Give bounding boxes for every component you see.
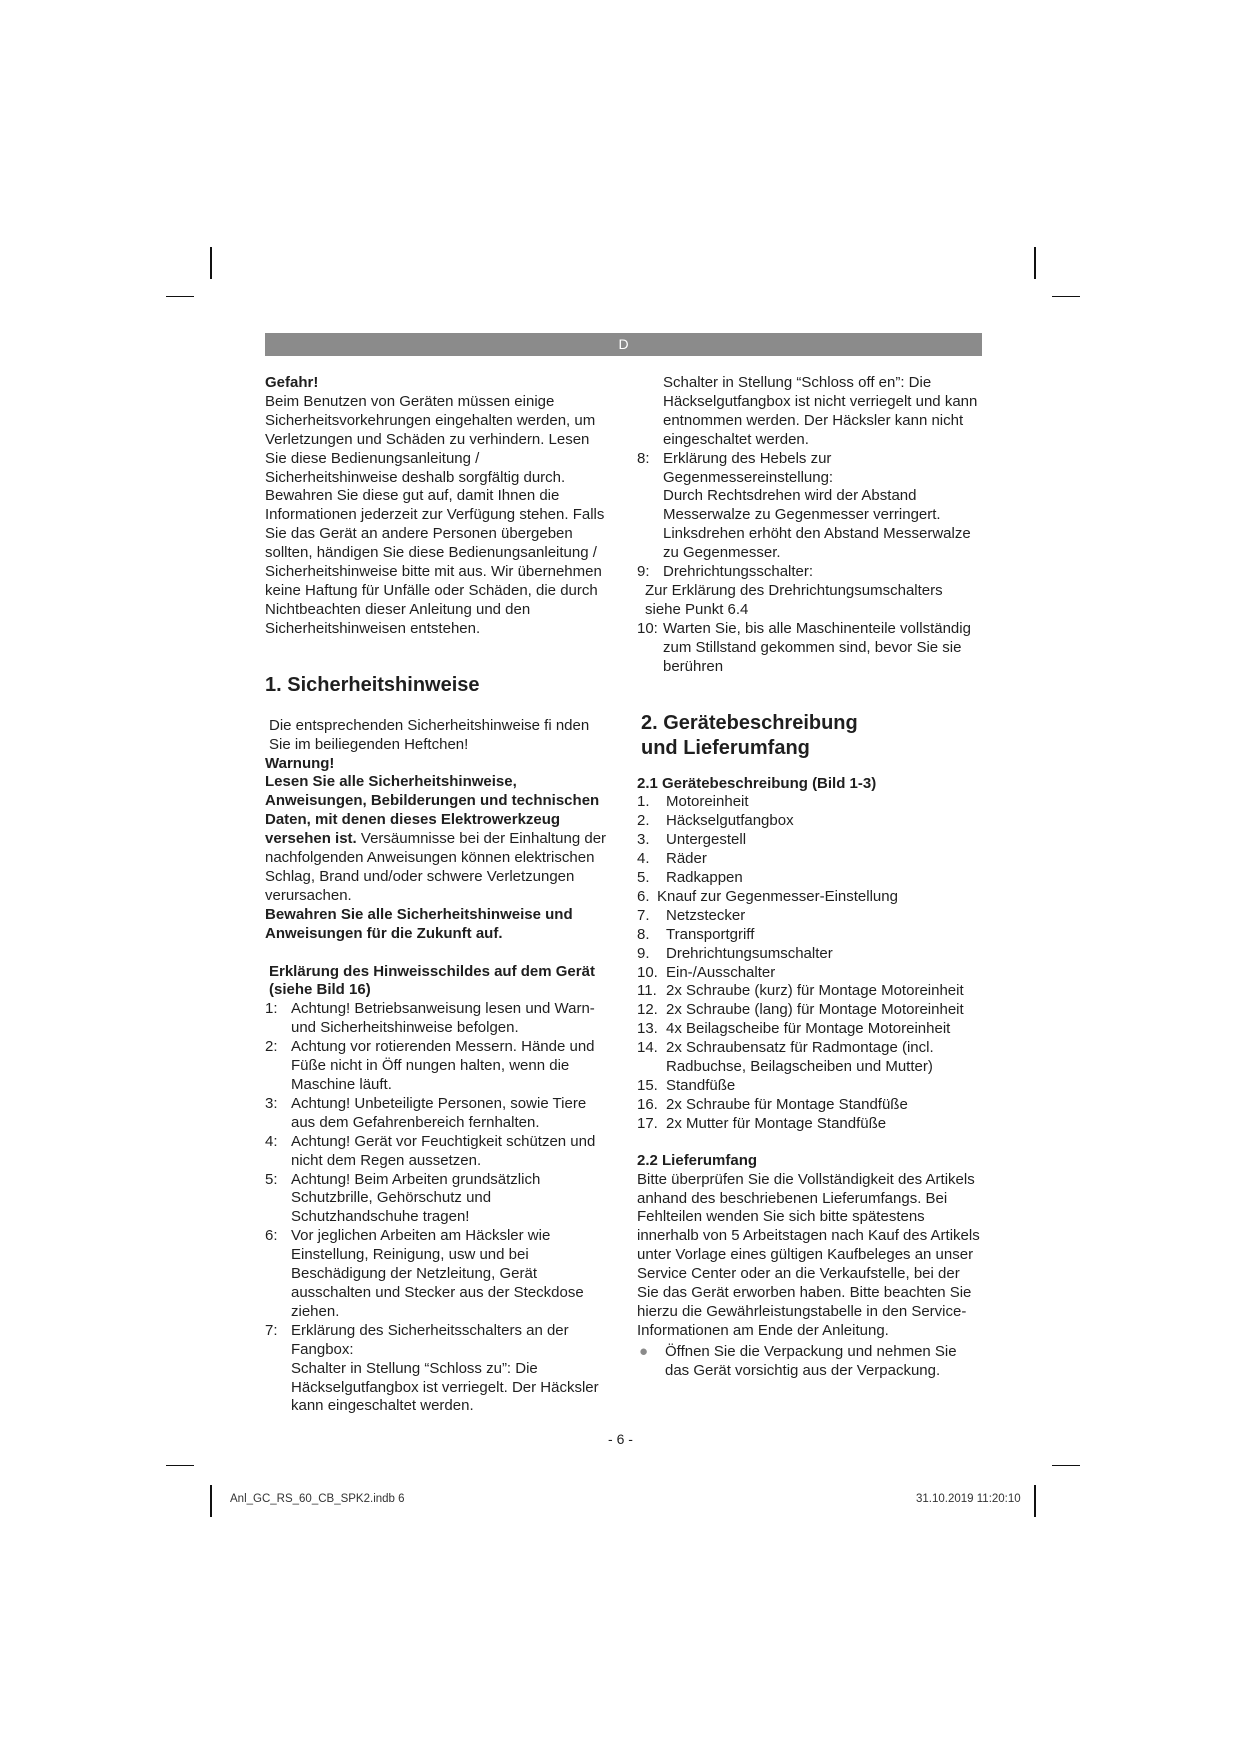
list-item-number: 2: [265,1038,278,1056]
left-column [265,374,613,1416]
list-item [637,926,982,945]
list-item-number: 4: [265,1132,278,1150]
list-item [637,982,982,1001]
list-item-number: 1: [265,1000,278,1018]
footer-file-name: Anl_GC_RS_60_CB_SPK2.indb 6 [230,1493,405,1505]
language-header-bar: D [265,333,982,356]
crop-mark [210,247,212,279]
bullet-text: Öffnen Sie die Verpackung und nehmen Sie das Gerät vorsichtig aus der Verpackung. [665,1342,957,1379]
list-item-text: Warten Sie, bis alle Maschinenteile vollständig zum Stillstand gekommen sind, bevor Sie sie berühren [663,619,971,675]
list-item-number: 2. [637,812,650,830]
crop-mark [210,1485,212,1517]
list-item-number: 6. [637,887,650,905]
item-7-continuation: Schalter in Stellung “Schloss zu”: Die Häckselgutfangbox ist verriegelt. Der Häcksler kann eingeschaltet werden. [291,1359,599,1415]
bullet-item [637,1343,982,1381]
list-item-text: Motoreinheit [666,793,749,811]
list-item-text: Netzstecker [666,906,746,924]
section-2-title: 2. Gerätebeschreibung und Lieferumfang [641,711,858,759]
bullet-icon: ● [639,1342,649,1360]
list-item [265,1095,613,1133]
crop-mark [166,1465,194,1466]
sign-items-list [265,1000,613,1416]
list-item-text: Ein-/Ausschalter [666,963,776,981]
list-item-number: 17. [637,1114,658,1132]
list-item-number: 13. [637,1020,658,1038]
list-item-text: Untergestell [666,831,747,849]
crop-mark [1052,1465,1080,1466]
list-item [637,563,982,582]
list-item-number: 8: [637,449,650,467]
danger-title: Gefahr! [265,374,319,391]
warning-text: Versäumnisse bei der Einhaltung der nachfolgenden Anweisungen können elektrischen Schlag, Brand und/oder schwere Verletzungen verursachen. [265,830,607,904]
list-item-number: 9. [637,944,650,962]
list-item-number: 9: [637,563,650,581]
list-item-number: 10: [637,619,658,637]
parts-list [637,793,982,1133]
list-item-text: 2x Schraube (lang) für Montage Motoreinheit [666,1001,964,1019]
danger-text: Beim Benutzen von Geräten müssen einige Sicherheitsvorkehrungen eingehalten werden, um Verletzungen und Schäden zu verhindern. Lesen Sie diese Bedienungsanleitung / Sicherheitshinweise deshalb sorgfältig durch. Bewahren Sie diese gut auf, damit Ihnen die Informationen jederzeit zur Verfügung stehen. Falls Sie das Gerät an andere Personen übergeben sollten, händigen Sie diese Bedienungsanleitung / Sicherheitshinweise bitte mit aus. Wir übernehmen keine Haftung für Unfälle oder Schäden, die durch Nichtbeachten dieser Anleitung und den Sicherheitshinweisen entstehen. [265,392,605,637]
list-item-number: 14. [637,1039,658,1057]
list-item-text: Achtung! Unbeteiligte Personen, sowie Tiere aus dem Gefahrenbereich fernhalten. [291,1094,587,1131]
list-item-number: 7: [265,1321,278,1339]
list-item [265,1133,613,1171]
list-item-number: 3: [265,1094,278,1112]
list-item-text: 2x Schraube (kurz) für Montage Motoreinheit [666,982,964,1000]
list-item-text: Radkappen [666,869,743,887]
list-item-text: Transportgriff [666,925,755,943]
section-1-title: 1. Sicherheitshinweise [265,673,480,696]
subsection-2-2-title: 2.2 Lieferumfang [637,1151,758,1169]
item-8-continuation: Durch Rechtsdrehen wird der Abstand Messerwalze zu Gegenmesser verringert. Linksdrehen erhöht den Abstand Messerwalze zu Gegenmesser. [663,487,971,562]
crop-mark [1052,296,1080,297]
list-item-text: Achtung! Gerät vor Feuchtigkeit schützen und nicht dem Regen aussetzen. [291,1132,596,1169]
keep-instructions-text: Bewahren Sie alle Sicherheitshinweise und Anweisungen für die Zukunft auf. [265,905,573,942]
list-item [265,1171,613,1228]
list-item [637,450,982,488]
list-item [637,1077,982,1096]
list-item-text: Standfüße [666,1077,736,1094]
list-item-number: 7. [637,906,650,924]
list-item-number: 4. [637,850,650,868]
list-item-number: 1. [637,793,650,811]
warning-title: Warnung! [265,754,335,772]
list-item [637,831,982,850]
list-item [637,945,982,964]
list-item [637,812,982,831]
warning-paragraph [265,773,613,905]
crop-mark [166,296,194,297]
crop-mark [1034,1485,1036,1517]
list-item [637,1115,982,1134]
list-item-text: 2x Mutter für Montage Standfüße [666,1114,887,1132]
list-item [637,1001,982,1020]
list-item [637,620,982,677]
page-number: - 6 - [608,1431,633,1447]
list-item [265,1038,613,1095]
sign-explanation-title: Erklärung des Hinweisschildes auf dem Gerät (siehe Bild 16) [269,962,595,999]
scope-of-delivery-text: Bitte überprüfen Sie die Vollständigkeit des Artikels anhand des beschriebenen Lieferumfangs. Bei Fehlteilen wenden Sie sich bitte spätestens innerhalb von 5 Arbeitstagen nach Kauf des Artikels unter Vorlage eines gültigen Kaufbeleges an unser Service Center oder an die Verkaufstelle, bei der Sie das Gerät erworben haben. Bitte beachten Sie hierzu die Gewährleistungstabelle in den Service-Informationen am Ende der Anleitung. [637,1170,980,1339]
list-item [637,964,982,983]
list-item [265,1227,613,1322]
list-item-text: 2x Schraube für Montage Standfüße [666,1095,908,1113]
list-item-number: 11. [637,982,657,1000]
warning-bold-text: Lesen Sie alle Sicherheitshinweise, Anweisungen, Bebilderungen und technischen Daten, mit denen dieses Elektrowerkzeug versehen ist. [265,773,600,848]
crop-mark [1034,247,1036,279]
subsection-2-1-title: 2.1 Gerätebeschreibung (Bild 1-3) [637,774,877,792]
list-item-text: Vor jeglichen Arbeiten am Häcksler wie Einstellung, Reinigung, usw und bei Beschädigung der Netzleitung, Gerät ausschalten und Stecker aus der Steckdose ziehen. [291,1227,584,1320]
list-item [265,1322,613,1360]
list-item-text: 4x Beilagscheibe für Montage Motoreinheit [666,1020,951,1038]
list-item [637,907,982,926]
list-item [637,1096,982,1115]
list-item-text: Erklärung des Hebels zur Gegenmessereinstellung: [663,449,834,486]
list-item-text: Achtung vor rotierenden Messern. Hände und Füße nicht in Öff nungen halten, wenn die Maschine läuft. [291,1038,595,1093]
list-item-number: 15. [637,1077,658,1094]
list-item-number: 8. [637,925,650,943]
list-item-text: Achtung! Beim Arbeiten grundsätzlich Schutzbrille, Gehörschutz und Schutzhandschuhe tragen! [291,1170,541,1226]
list-item-text: Drehrichtungsumschalter [666,944,833,962]
item-7-continuation-2: Schalter in Stellung “Schloss off en”: Die Häckselgutfangbox ist nicht verriegelt und kann entnommen werden. Der Häcksler kann nicht eingeschaltet werden. [663,374,978,448]
list-item-number: 12. [637,1001,658,1019]
item-9-continuation: Zur Erklärung des Drehrichtungsumschalters siehe Punkt 6.4 [645,581,943,618]
list-item [637,793,982,812]
list-item-number: 6: [265,1227,278,1245]
footer-timestamp: 31.10.2019 11:20:10 [916,1493,1021,1505]
list-item-text: 2x Schraubensatz für Radmontage (incl. Radbuchse, Beilagscheiben und Mutter) [666,1039,934,1076]
list-item-number: 5: [265,1170,278,1188]
right-column [637,374,982,1381]
list-item-text: Räder [666,850,707,868]
list-item [637,850,982,869]
list-item [637,888,982,907]
list-item-text: Drehrichtungsschalter: [663,563,814,581]
list-item-number: 10. [637,963,658,981]
list-item [637,869,982,888]
section-1-intro: Die entsprechenden Sicherheitshinweise fi nden Sie im beiliegenden Heftchen! [269,716,590,753]
list-item-text: Erklärung des Sicherheitsschalters an der Fangbox: [291,1321,569,1358]
list-item [637,1039,982,1077]
list-item-number: 5. [637,869,650,887]
list-item-text: Knauf zur Gegenmesser-Einstellung [657,887,898,905]
list-item [265,1000,613,1038]
list-item [637,1020,982,1039]
list-item-text: Häckselgutfangbox [666,812,794,830]
list-item-text: Achtung! Betriebsanweisung lesen und Warn- und Sicherheitshinweise befolgen. [291,1000,595,1037]
list-item-number: 16. [637,1095,658,1113]
list-item-number: 3. [637,831,650,849]
